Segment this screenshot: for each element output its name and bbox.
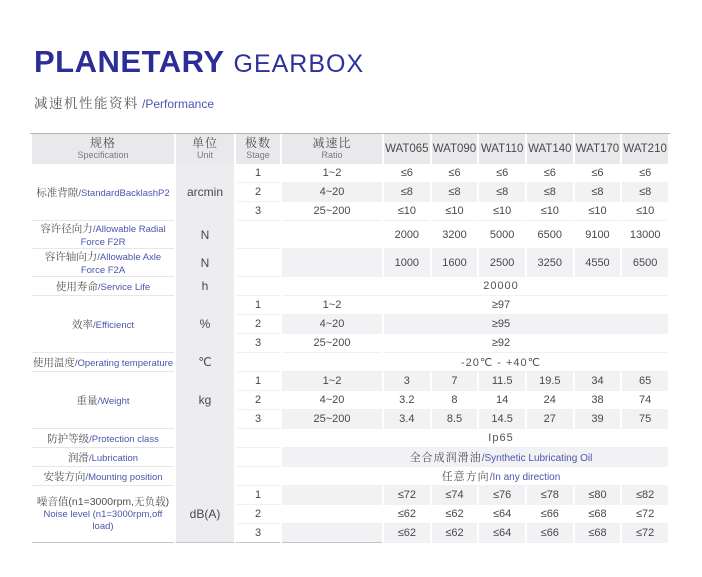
merged-value-cell [282, 353, 668, 372]
spec-cell [32, 448, 174, 467]
model-column-header: WAT170 [575, 134, 621, 164]
model-column-header: WAT210 [622, 134, 668, 164]
table-row [32, 296, 668, 315]
value-cell: ≤6 [527, 164, 573, 183]
table-row [32, 221, 668, 249]
merged-value-cell [282, 277, 668, 296]
value-cell: 6500 [527, 221, 573, 249]
value-cell: 11.5 [479, 372, 525, 391]
value-cell: ≤8 [384, 183, 430, 202]
header-unit-en: Unit [196, 149, 213, 160]
value-cell: ≤10 [575, 202, 621, 221]
value-cell: 14.5 [479, 410, 525, 429]
stage-cell: 3 [236, 334, 280, 353]
ratio-cell: 1~2 [282, 164, 382, 183]
spec-label-en: /StandardBacklashP2 [78, 187, 170, 199]
stage-cell: 3 [236, 410, 280, 429]
merged-value-cell [282, 448, 668, 467]
ratio-cell: 4~20 [282, 315, 382, 334]
stage-cell: 3 [236, 202, 280, 221]
value-cell: ≤6 [575, 164, 621, 183]
table-row [32, 429, 668, 448]
spec-label-zh: 重量 [76, 394, 98, 407]
value-cell: ≤76 [479, 486, 525, 505]
value-cell: ≤82 [622, 486, 668, 505]
value-cell: ≤80 [575, 486, 621, 505]
stage-cell: 3 [236, 524, 280, 543]
subtitle-chinese: 减速机性能资料 [34, 96, 139, 111]
stage-cell: 2 [236, 505, 280, 524]
merged-value-en: /In any direction [489, 472, 561, 483]
title-word-planetary: PLANETARY [34, 44, 225, 79]
ratio-cell: 1~2 [282, 296, 382, 315]
ratio-cell: 25~200 [282, 410, 382, 429]
spec-label-zh: 容许径向力 [40, 223, 93, 235]
column-header-specification [32, 134, 174, 164]
merged-value-cell: ≥95 [384, 315, 668, 334]
stage-cell: 1 [236, 164, 280, 183]
spec-cell [32, 353, 174, 372]
merged-value: 20000 [483, 280, 519, 292]
model-column-header: WAT110 [479, 134, 525, 164]
stage-cell [236, 221, 280, 249]
value-cell: ≤10 [622, 202, 668, 221]
table-row [32, 486, 668, 505]
stage-cell: 2 [236, 391, 280, 410]
value-cell: 4550 [575, 249, 621, 277]
value-cell: ≤6 [479, 164, 525, 183]
merged-value-zh: 全合成润滑油 [409, 452, 482, 464]
stage-cell [236, 249, 280, 277]
stage-cell: 1 [236, 296, 280, 315]
value-cell: 39 [575, 410, 621, 429]
header-ratio-en: Ratio [321, 149, 343, 160]
spec-cell [32, 249, 174, 277]
ratio-cell: 4~20 [282, 183, 382, 202]
table-row [32, 353, 668, 372]
value-cell: ≤6 [622, 164, 668, 183]
value-cell: ≤62 [384, 524, 430, 543]
spec-table [30, 134, 670, 543]
value-cell: ≤66 [527, 524, 573, 543]
value-cell: 65 [622, 372, 668, 391]
value-cell: ≤68 [575, 505, 621, 524]
performance-table [30, 133, 670, 543]
spec-label-zh: 效率 [71, 318, 93, 331]
header-spec-zh: 规格 [89, 136, 116, 151]
spec-label-en: /Weight [97, 395, 130, 407]
value-cell: 1000 [384, 249, 430, 277]
value-cell: 9100 [575, 221, 621, 249]
value-cell: ≤6 [432, 164, 478, 183]
stage-cell: 1 [236, 372, 280, 391]
ratio-cell: 25~200 [282, 202, 382, 221]
spec-cell [32, 486, 174, 543]
unit-cell: ℃ [176, 353, 234, 372]
value-cell: ≤6 [384, 164, 430, 183]
value-cell: ≤62 [384, 505, 430, 524]
value-cell: ≤72 [384, 486, 430, 505]
column-header-ratio [282, 134, 382, 164]
value-cell: ≤10 [527, 202, 573, 221]
value-cell: 74 [622, 391, 668, 410]
title-word-gearbox: GEARBOX [233, 50, 365, 78]
table-row [32, 164, 668, 183]
value-cell: ≤8 [575, 183, 621, 202]
spec-label-en: /Service Life [97, 281, 151, 293]
spec-label-en: /Efficienct [92, 319, 134, 331]
value-cell: ≤10 [432, 202, 478, 221]
value-cell: 3200 [432, 221, 478, 249]
spec-label-zh: 标准背隙 [36, 186, 79, 199]
value-cell: 2500 [479, 249, 525, 277]
merged-value: Ip65 [488, 432, 514, 444]
section-subtitle [34, 92, 214, 112]
spec-label-zh: 噪音值(n1=3000rpm,无负载) [36, 495, 170, 508]
spec-cell [32, 277, 174, 296]
merged-value-cell: ≥97 [384, 296, 668, 315]
value-cell: ≤68 [575, 524, 621, 543]
merged-value-cell [282, 467, 668, 486]
value-cell: ≤8 [622, 183, 668, 202]
column-header-unit [176, 134, 234, 164]
header-stage-zh: 极数 [244, 136, 271, 151]
unit-cell: kg [176, 372, 234, 429]
value-cell: ≤8 [479, 183, 525, 202]
spec-label-zh: 使用温度 [32, 356, 75, 369]
model-column-header: WAT065 [384, 134, 430, 164]
unit-cell: N [176, 249, 234, 277]
merged-value-cell [282, 429, 668, 448]
ratio-cell: 1~2 [282, 372, 382, 391]
table-header-row [32, 134, 668, 164]
header-ratio-zh: 减速比 [312, 136, 352, 151]
spec-label-zh: 安装方向 [43, 470, 86, 483]
spec-label-en: /Protection class [89, 433, 159, 445]
value-cell: 6500 [622, 249, 668, 277]
value-cell: ≤64 [479, 524, 525, 543]
ratio-cell [282, 486, 382, 505]
spec-cell [32, 164, 174, 221]
value-cell: 8 [432, 391, 478, 410]
value-cell: 38 [575, 391, 621, 410]
value-cell: ≤72 [622, 524, 668, 543]
merged-value-zh: 任意方向 [441, 471, 490, 483]
value-cell: 14 [479, 391, 525, 410]
unit-cell: arcmin [176, 164, 234, 221]
value-cell: 3.4 [384, 410, 430, 429]
stage-cell [236, 353, 280, 372]
unit-cell: dB(A) [176, 486, 234, 543]
header-stage-en: Stage [246, 149, 270, 160]
spec-cell [32, 429, 174, 448]
value-cell: 3 [384, 372, 430, 391]
table-row [32, 467, 668, 486]
header-spec-en: Specification [77, 149, 129, 160]
spec-cell [32, 296, 174, 353]
spec-label-en: /Lubrication [88, 452, 139, 464]
value-cell: ≤64 [479, 505, 525, 524]
subtitle-english: /Performance [142, 97, 215, 111]
value-cell: 2000 [384, 221, 430, 249]
merged-value: -20℃ - +40℃ [460, 356, 542, 369]
value-cell: 27 [527, 410, 573, 429]
value-cell: 75 [622, 410, 668, 429]
stage-cell [236, 429, 280, 448]
spec-label-en: /Mounting position [85, 471, 163, 483]
spec-cell [32, 372, 174, 429]
spec-label-en: /Allowable Axle Force F2A [80, 252, 162, 276]
ratio-cell: 4~20 [282, 391, 382, 410]
ratio-cell [282, 249, 382, 277]
unit-cell: h [176, 277, 234, 296]
unit-cell [176, 448, 234, 467]
merged-value-cell: ≥92 [384, 334, 668, 353]
unit-cell [176, 467, 234, 486]
value-cell: 19.5 [527, 372, 573, 391]
stage-cell [236, 467, 280, 486]
table-row [32, 372, 668, 391]
spec-label-zh: 防护等级 [47, 432, 90, 445]
spec-label-en: Noise level (n1=3000rpm,off load) [43, 508, 163, 532]
stage-cell [236, 448, 280, 467]
ratio-cell [282, 221, 382, 249]
merged-value-en: /Synthetic Lubricating Oil [481, 453, 593, 464]
value-cell: 8.5 [432, 410, 478, 429]
column-header-stage [236, 134, 280, 164]
spec-label-en: /Allowable Radial Force F2R [80, 224, 166, 248]
value-cell: ≤72 [622, 505, 668, 524]
value-cell: 3250 [527, 249, 573, 277]
value-cell: 34 [575, 372, 621, 391]
spec-label-zh: 使用寿命 [55, 280, 98, 293]
ratio-cell [282, 505, 382, 524]
model-column-header: WAT090 [432, 134, 478, 164]
ratio-cell: 25~200 [282, 334, 382, 353]
ratio-cell [282, 524, 382, 543]
value-cell: ≤10 [479, 202, 525, 221]
value-cell: 24 [527, 391, 573, 410]
value-cell: ≤8 [432, 183, 478, 202]
value-cell: ≤8 [527, 183, 573, 202]
spec-label-zh: 容许轴向力 [44, 251, 98, 263]
stage-cell: 2 [236, 183, 280, 202]
value-cell: ≤62 [432, 505, 478, 524]
header-unit-zh: 单位 [191, 136, 218, 151]
value-cell: 3.2 [384, 391, 430, 410]
stage-cell [236, 277, 280, 296]
unit-cell [176, 429, 234, 448]
table-row [32, 249, 668, 277]
page-title [34, 44, 364, 80]
stage-cell: 1 [236, 486, 280, 505]
spec-label-zh: 润滑 [67, 451, 89, 464]
value-cell: ≤66 [527, 505, 573, 524]
unit-cell: N [176, 221, 234, 249]
value-cell: 1600 [432, 249, 478, 277]
spec-cell [32, 467, 174, 486]
table-row [32, 448, 668, 467]
stage-cell: 2 [236, 315, 280, 334]
table-row [32, 277, 668, 296]
value-cell: ≤78 [527, 486, 573, 505]
value-cell: ≤74 [432, 486, 478, 505]
value-cell: 5000 [479, 221, 525, 249]
value-cell: 13000 [622, 221, 668, 249]
model-column-header: WAT140 [527, 134, 573, 164]
spec-label-en: /Operating temperature [74, 357, 174, 369]
unit-cell: % [176, 296, 234, 353]
value-cell: ≤62 [432, 524, 478, 543]
value-cell: ≤10 [384, 202, 430, 221]
spec-cell [32, 221, 174, 249]
value-cell: 7 [432, 372, 478, 391]
